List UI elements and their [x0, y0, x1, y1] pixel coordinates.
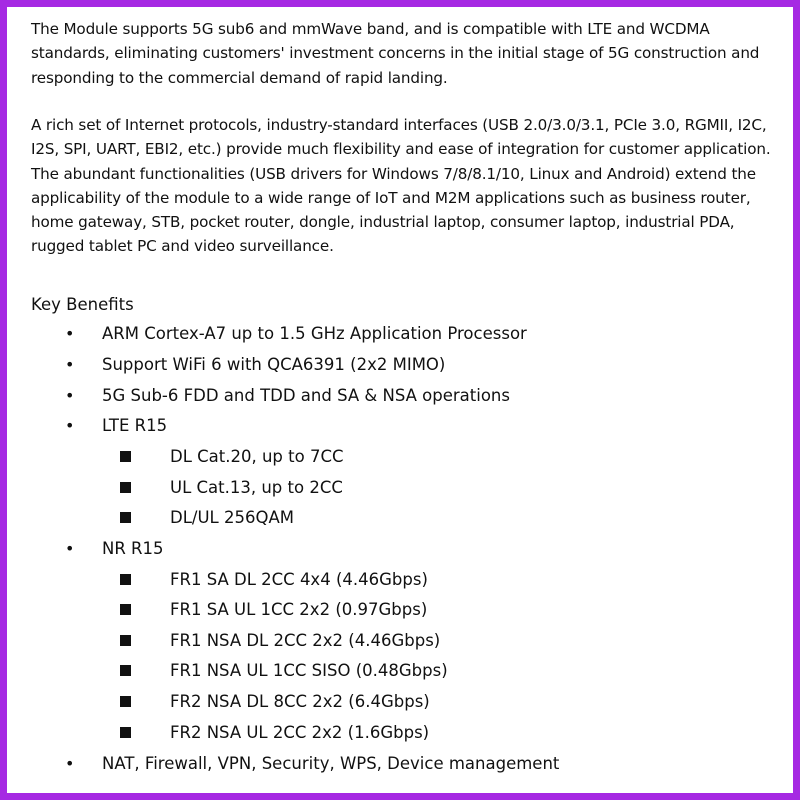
sub-list-item — [170, 474, 343, 502]
square-bullet-icon — [120, 451, 131, 462]
list-item-text: UL Cat.13, up to 2CC — [170, 478, 343, 497]
list-item — [65, 412, 168, 440]
sub-list-item — [170, 443, 344, 471]
bullet-icon: • — [65, 386, 75, 405]
list-item-text: Support WiFi 6 with QCA6391 (2x2 MIMO) — [102, 355, 446, 374]
list-item-text: FR2 NSA DL 8CC 2x2 (6.4Gbps) — [170, 692, 430, 711]
list-item-text: FR1 SA UL 1CC 2x2 (0.97Gbps) — [170, 600, 428, 619]
sub-list-item — [170, 504, 294, 532]
bullet-icon: • — [65, 355, 75, 374]
list-item-text: ARM Cortex-A7 up to 1.5 GHz Application Processor — [102, 324, 527, 343]
list-item-text: DL Cat.20, up to 7CC — [170, 447, 344, 466]
list-item-text: FR1 SA DL 2CC 4x4 (4.46Gbps) — [170, 570, 428, 589]
bullet-icon: • — [65, 539, 75, 558]
square-bullet-icon — [120, 482, 131, 493]
key-benefits-heading: Key Benefits — [31, 295, 134, 314]
list-item-text: NAT, Firewall, VPN, Security, WPS, Device management — [102, 754, 560, 773]
square-bullet-icon — [120, 574, 131, 585]
sub-list-item — [170, 657, 448, 685]
square-bullet-icon — [120, 696, 131, 707]
sub-list-item — [170, 688, 430, 716]
bullet-icon: • — [65, 324, 75, 343]
list-item-text: FR2 NSA UL 2CC 2x2 (1.6Gbps) — [170, 723, 430, 742]
bullet-icon: • — [65, 416, 75, 435]
square-bullet-icon — [120, 604, 131, 615]
list-item-text: FR1 NSA DL 2CC 2x2 (4.46Gbps) — [170, 631, 441, 650]
square-bullet-icon — [120, 665, 131, 676]
sub-list-item — [170, 627, 440, 655]
list-item — [65, 535, 164, 563]
list-item-text: FR1 NSA UL 1CC SISO (0.48Gbps) — [170, 661, 448, 680]
list-item — [65, 750, 560, 778]
list-item-text: 5G Sub-6 FDD and TDD and SA & NSA operations — [102, 386, 510, 405]
list-item-text: LTE R15 — [102, 416, 168, 435]
square-bullet-icon — [120, 635, 131, 646]
list-item — [65, 351, 446, 379]
list-item — [65, 382, 510, 410]
list-item-text: NR R15 — [102, 539, 164, 558]
sub-list-item — [170, 596, 427, 624]
sub-list-item — [170, 719, 429, 747]
features-paragraph: A rich set of Internet protocols, industry-standard interfaces (USB 2.0/3.0/3.1, PCIe 3.0, RGMII, I2C, I2S, SPI, UART, EBI2, etc.) provide much flexibility and ease of integration for customer application. The abundant functionalities (USB drivers for Windows 7/8/8.1/10, Linux and Android) extend the applicability of the module to a wide range of IoT and M2M applications such as business router, home gateway, STB, pocket router, dongle, industrial laptop, consumer laptop, industrial PDA, rugged tablet PC and video surveillance. — [31, 116, 771, 256]
sub-list-item — [170, 566, 428, 594]
square-bullet-icon — [120, 727, 131, 738]
square-bullet-icon — [120, 512, 131, 523]
bullet-icon: • — [65, 754, 75, 773]
list-item — [65, 320, 527, 348]
intro-paragraph: The Module supports 5G sub6 and mmWave band, and is compatible with LTE and WCDMA standards, eliminating customers' investment concerns in the initial stage of 5G construction and responding to the commercial demand of rapid landing. — [31, 20, 760, 87]
list-item-text: DL/UL 256QAM — [170, 508, 294, 527]
